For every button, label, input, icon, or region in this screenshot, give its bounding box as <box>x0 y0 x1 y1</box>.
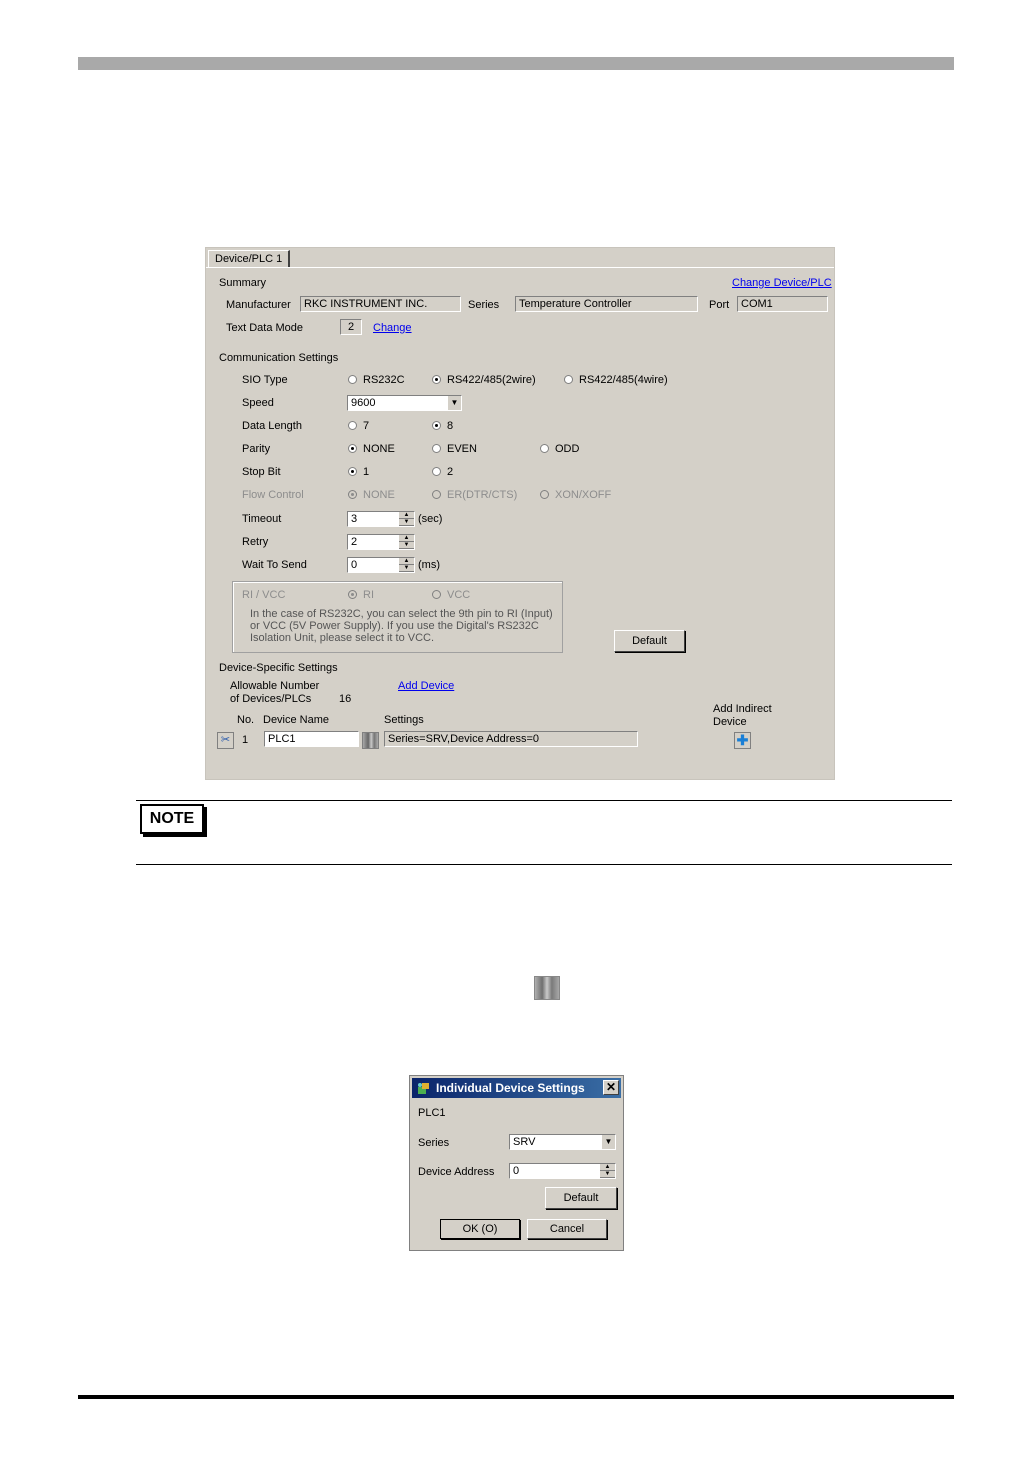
speed-select[interactable]: 9600 ▼ <box>347 395 462 411</box>
parity-label: Parity <box>242 443 271 455</box>
sio-rs422-2wire-radio[interactable]: RS422/485(2wire) <box>432 374 536 387</box>
series-field: Temperature Controller <box>515 296 698 312</box>
footer-rule <box>78 1395 954 1399</box>
ri-vcc-help-line-3: Isolation Unit, please select it to VCC. <box>250 632 435 644</box>
radio-icon <box>432 467 441 476</box>
ri-vcc-help-line-2: or VCC (5V Power Supply). If you use the Digital's RS232C <box>250 620 539 632</box>
series-label: Series <box>468 299 500 311</box>
delete-row-scissors-icon[interactable]: ✂ <box>217 732 234 749</box>
header-rule <box>78 57 954 70</box>
summary-heading: Summary <box>219 277 267 289</box>
device-name-label: PLC1 <box>418 1107 446 1119</box>
note-top-rule <box>136 800 952 801</box>
data-length-7-radio[interactable]: 7 <box>348 420 369 433</box>
add-indirect-label-line-1: Add Indirect <box>713 703 772 715</box>
radio-selected-icon <box>348 444 357 453</box>
col-settings-header: Settings <box>384 714 424 726</box>
parity-odd-radio[interactable]: ODD <box>540 443 579 456</box>
radio-selected-icon <box>348 490 357 499</box>
retry-input[interactable]: 2 ▲ ▼ <box>347 534 415 550</box>
wait-to-send-label: Wait To Send <box>242 559 307 571</box>
device-plc-dialog <box>205 247 835 780</box>
allowable-count: 16 <box>339 693 352 705</box>
radio-icon <box>540 444 549 453</box>
device-specific-heading: Device-Specific Settings <box>219 662 338 674</box>
add-indirect-label-line-2: Device <box>713 716 747 728</box>
radio-selected-icon <box>432 375 441 384</box>
manufacturer-field: RKC INSTRUMENT INC. <box>300 296 461 312</box>
data-length-8-radio[interactable]: 8 <box>432 420 453 433</box>
device-address-input[interactable]: 0 ▲ ▼ <box>509 1163 616 1179</box>
tab-device-plc-1[interactable]: Device/PLC 1 <box>208 250 290 268</box>
radio-icon <box>348 375 357 384</box>
sio-type-label: SIO Type <box>242 374 288 386</box>
ri-vcc-label: RI / VCC <box>242 589 286 601</box>
ok-button[interactable]: OK (O) <box>440 1219 520 1239</box>
note-badge: NOTE <box>140 804 204 834</box>
sub-default-button[interactable]: Default <box>545 1187 617 1209</box>
default-button[interactable]: Default <box>614 630 685 652</box>
wait-to-send-input[interactable]: 0 ▲ ▼ <box>347 557 415 573</box>
individual-device-settings-dialog <box>409 1075 624 1251</box>
communication-settings-heading: Communication Settings <box>219 352 339 364</box>
change-text-mode-link[interactable]: Change <box>373 322 412 334</box>
change-device-link[interactable]: Change Device/PLC <box>732 277 832 289</box>
sio-rs232c-radio[interactable]: RS232C <box>348 374 405 387</box>
data-length-label: Data Length <box>242 420 302 432</box>
row-number: 1 <box>242 734 249 746</box>
app-icon <box>417 1081 431 1095</box>
sub-series-label: Series <box>418 1137 450 1149</box>
manufacturer-label: Manufacturer <box>226 299 291 311</box>
radio-icon <box>432 590 441 599</box>
radio-icon <box>432 490 441 499</box>
settings-icon <box>534 976 560 1000</box>
radio-selected-icon <box>432 421 441 430</box>
parity-none-radio[interactable]: NONE <box>348 443 395 456</box>
spinner-arrows-icon[interactable]: ▲ ▼ <box>399 558 414 572</box>
port-label: Port <box>709 299 730 311</box>
radio-icon <box>348 421 357 430</box>
radio-icon <box>540 490 549 499</box>
wait-unit: (ms) <box>418 559 440 571</box>
vcc-radio: VCC <box>432 589 470 602</box>
timeout-unit: (sec) <box>418 513 443 525</box>
timeout-label: Timeout <box>242 513 282 525</box>
flow-er-radio: ER(DTR/CTS) <box>432 489 517 502</box>
spinner-arrows-icon[interactable]: ▲ ▼ <box>399 512 414 526</box>
flow-control-label: Flow Control <box>242 489 304 501</box>
chevron-down-icon[interactable]: ▼ <box>447 396 461 410</box>
close-icon[interactable]: ✕ <box>603 1080 619 1095</box>
text-data-mode-label: Text Data Mode <box>226 322 304 334</box>
dialog-titlebar <box>412 1078 621 1098</box>
retry-label: Retry <box>242 536 269 548</box>
add-device-link[interactable]: Add Device <box>398 680 455 692</box>
stop-bit-1-radio[interactable]: 1 <box>348 466 369 479</box>
add-indirect-plus-icon[interactable]: ✚ <box>734 732 751 749</box>
settings-icon[interactable] <box>362 732 379 749</box>
device-name-input[interactable]: PLC1 <box>264 731 359 747</box>
radio-selected-icon <box>348 467 357 476</box>
text-data-mode-field: 2 <box>340 319 362 335</box>
radio-icon <box>432 444 441 453</box>
tab-divider <box>206 267 834 268</box>
dialog-title: Individual Device Settings <box>436 1081 585 1095</box>
stop-bit-label: Stop Bit <box>242 466 281 478</box>
device-address-label: Device Address <box>418 1166 495 1178</box>
flow-none-radio: NONE <box>348 489 395 502</box>
allowable-label-line-1: Allowable Number <box>230 680 320 692</box>
timeout-input[interactable]: 3 ▲ ▼ <box>347 511 415 527</box>
sio-rs422-4wire-radio[interactable]: RS422/485(4wire) <box>564 374 668 387</box>
radio-selected-icon <box>348 590 357 599</box>
note-bottom-rule <box>136 864 952 865</box>
flow-xon-radio: XON/XOFF <box>540 489 611 502</box>
col-no-header: No. <box>237 714 255 726</box>
radio-icon <box>564 375 573 384</box>
parity-even-radio[interactable]: EVEN <box>432 443 477 456</box>
speed-label: Speed <box>242 397 274 409</box>
cancel-button[interactable]: Cancel <box>527 1219 607 1239</box>
spinner-arrows-icon[interactable]: ▲ ▼ <box>600 1164 615 1178</box>
ri-radio: RI <box>348 589 374 602</box>
device-settings-field: Series=SRV,Device Address=0 <box>384 731 638 747</box>
ri-vcc-help-line-1: In the case of RS232C, you can select the 9th pin to RI (Input) <box>250 608 553 620</box>
port-field: COM1 <box>737 296 828 312</box>
spinner-arrows-icon[interactable]: ▲ ▼ <box>399 535 414 549</box>
allowable-label-line-2: of Devices/PLCs <box>230 693 312 705</box>
sub-series-select[interactable]: SRV ▼ <box>509 1134 616 1150</box>
col-device-name-header: Device Name <box>263 714 330 726</box>
chevron-down-icon[interactable]: ▼ <box>601 1135 615 1149</box>
stop-bit-2-radio[interactable]: 2 <box>432 466 453 479</box>
